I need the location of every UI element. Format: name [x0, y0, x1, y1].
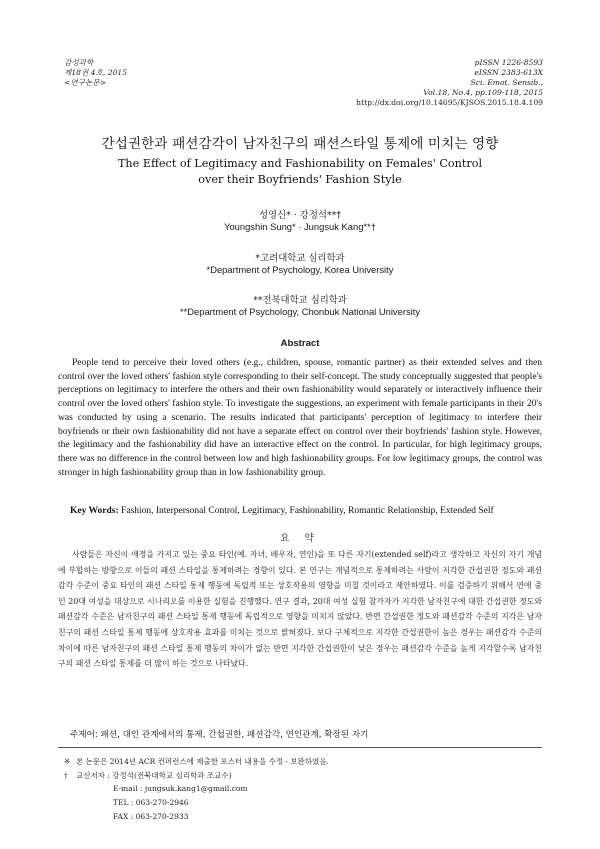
title-english	[0, 156, 600, 188]
summary-heading: 요 약	[280, 533, 320, 544]
affiliation-1-english: *Department of Psychology, Korea University	[206, 264, 394, 275]
volume-pages: Vol.18, No.4, pp.109-118, 2015	[423, 88, 543, 97]
journal-header-left	[64, 58, 127, 88]
contact-tel: TEL : 063-270-2946	[113, 798, 189, 807]
keywords-text: Fashion, Interpersonal Control, Legitimacy, Fashionability, Romantic Relationship, Extended Self	[121, 506, 494, 516]
journal-header-right	[356, 58, 543, 108]
pissn: pISSN 1226-8593	[474, 58, 543, 67]
title-korean: 간섭권한과 패션감각이 남자친구의 패션스타일 통제에 미치는 영향	[101, 136, 499, 152]
summary-keywords: 주제어: 패션, 대인 관계에서의 통제, 간섭권한, 패션감각, 연인관계, 확장된 자기	[70, 730, 369, 740]
doi-link[interactable]: http://dx.doi.org/10.14695/KJSOS.2015.18.4.109	[356, 98, 543, 107]
footnote-divider	[58, 747, 542, 748]
keywords	[70, 506, 550, 516]
contact-email: E-mail : jungsuk.kang1@gmail.com	[113, 784, 248, 793]
footnote-1-mark: ※	[64, 757, 71, 766]
contact-fax: FAX : 063-270-2933	[113, 812, 189, 821]
authors-korean: 성영신* · 강정석**†	[258, 210, 342, 221]
title-english-line-2: over their Boyfriends' Fashion Style	[198, 173, 402, 186]
footnote-2-mark: †	[64, 771, 68, 780]
footnote-1	[64, 756, 329, 767]
footnote-2-text: 교신저자 : 강정석(전북대학교 심리학과 조교수)	[76, 771, 232, 780]
affiliation-2-korean: **전북대학교 심리학과	[253, 295, 347, 306]
footnote-2	[64, 770, 232, 781]
journal-volume: 제18권 4호, 2015	[64, 68, 128, 77]
title-english-line-1: The Effect of Legitimacy and Fashionability on Females' Control	[117, 157, 483, 170]
affiliation-1-korean: *고려대학교 심리학과	[255, 253, 345, 264]
article-type: <연구논문>	[64, 78, 107, 87]
footnote-1-text: 본 논문은 2014년 ACR 컨퍼런스에 제출한 포스터 내용을 수정 · 보완하였음.	[76, 757, 329, 766]
eissn: eISSN 2383-613X	[474, 68, 543, 77]
affiliation-2-english: **Department of Psychology, Chonbuk National University	[179, 306, 421, 317]
abstract-text: People tend to perceive their loved others (e.g., children, spouse, romantic partner) as their extended selves and then control over the loved others' fashion style corresponding to their self-concept. The study conceptually suggested that people's perceptions on legitimacy to interfere the others and their own fashionability would separately or interactively influence their control over the loved others' fashion style. To investigate the suggestions, an experiment with female participants in their 20's was conducted by using a scenario. The results indicated that participants' perception of legitimacy to interfere their boyfriends or their own fashionability did not have a separate effect on control over their boyfriends' fashion style. However, the legitimacy and the fashionability did have an interactive effect on the control. In particular, for high legitimacy groups, there was no difference in the control between low and high fashionability groups. For low legitimacy groups, the control was stronger in high fashionability group than in low fashionability group.	[58, 357, 542, 478]
abstract-heading: Abstract	[280, 338, 320, 349]
authors-english: Youngshin Sung* · Jungsuk Kang**†	[224, 221, 376, 232]
keywords-label: Key Words:	[70, 506, 119, 516]
journal-abbrev: Sci. Emot. Sensib.,	[470, 78, 543, 87]
journal-name: 감성과학	[64, 58, 94, 67]
summary-text: 사람들은 자신이 애정을 가지고 있는 중요 타인(예. 자녀, 배우자, 연인)을 또 다른 자기(extended self)라고 생각하고 자신의 자기 개념에 부합하는 방향으로 이들의 패션 스타일을 통제하려는 경향이 있다. 본 연구는 개념적으로 통제하려는 사람이 지각한 간섭권한 정도와 패션감각 수준이 중요 타인의 패션 스타일 통제 행동에 독립적 또는 상호작용의 영향을 미칠 것이라고 제안하였다. 이를 검증하기 위해서 연애 중인 20대 여성을 대상으로 시나리오를 이용한 실험을 진행했다. 연구 결과, 20대 여성 실험 참가자가 지각한 남자친구에 대한 간섭권한 정도와 패션감각 수준은 남자친구의 패션 스타일 통제 행동에 독립적으로 영향을 미치지 않았다. 반면 간섭권한 정도와 패션감각 수준의 지각은 남자친구의 패션 스타일 통제 행동에 상호작용 효과를 미치는 것으로 밝혀졌다. 보다 구체적으로 지각한 간섭권한이 높은 경우는 패션감각 수준의 차이에 따른 남자친구의 패션 스타일 통제 행동의 차이가 없는 반면 지각한 간섭권한이 낮은 경우는 패션감각 수준을 높게 지각할수록 남자친구의 패션 스타일 통제를 더 많이 하는 것으로 나타났다.	[58, 550, 542, 669]
